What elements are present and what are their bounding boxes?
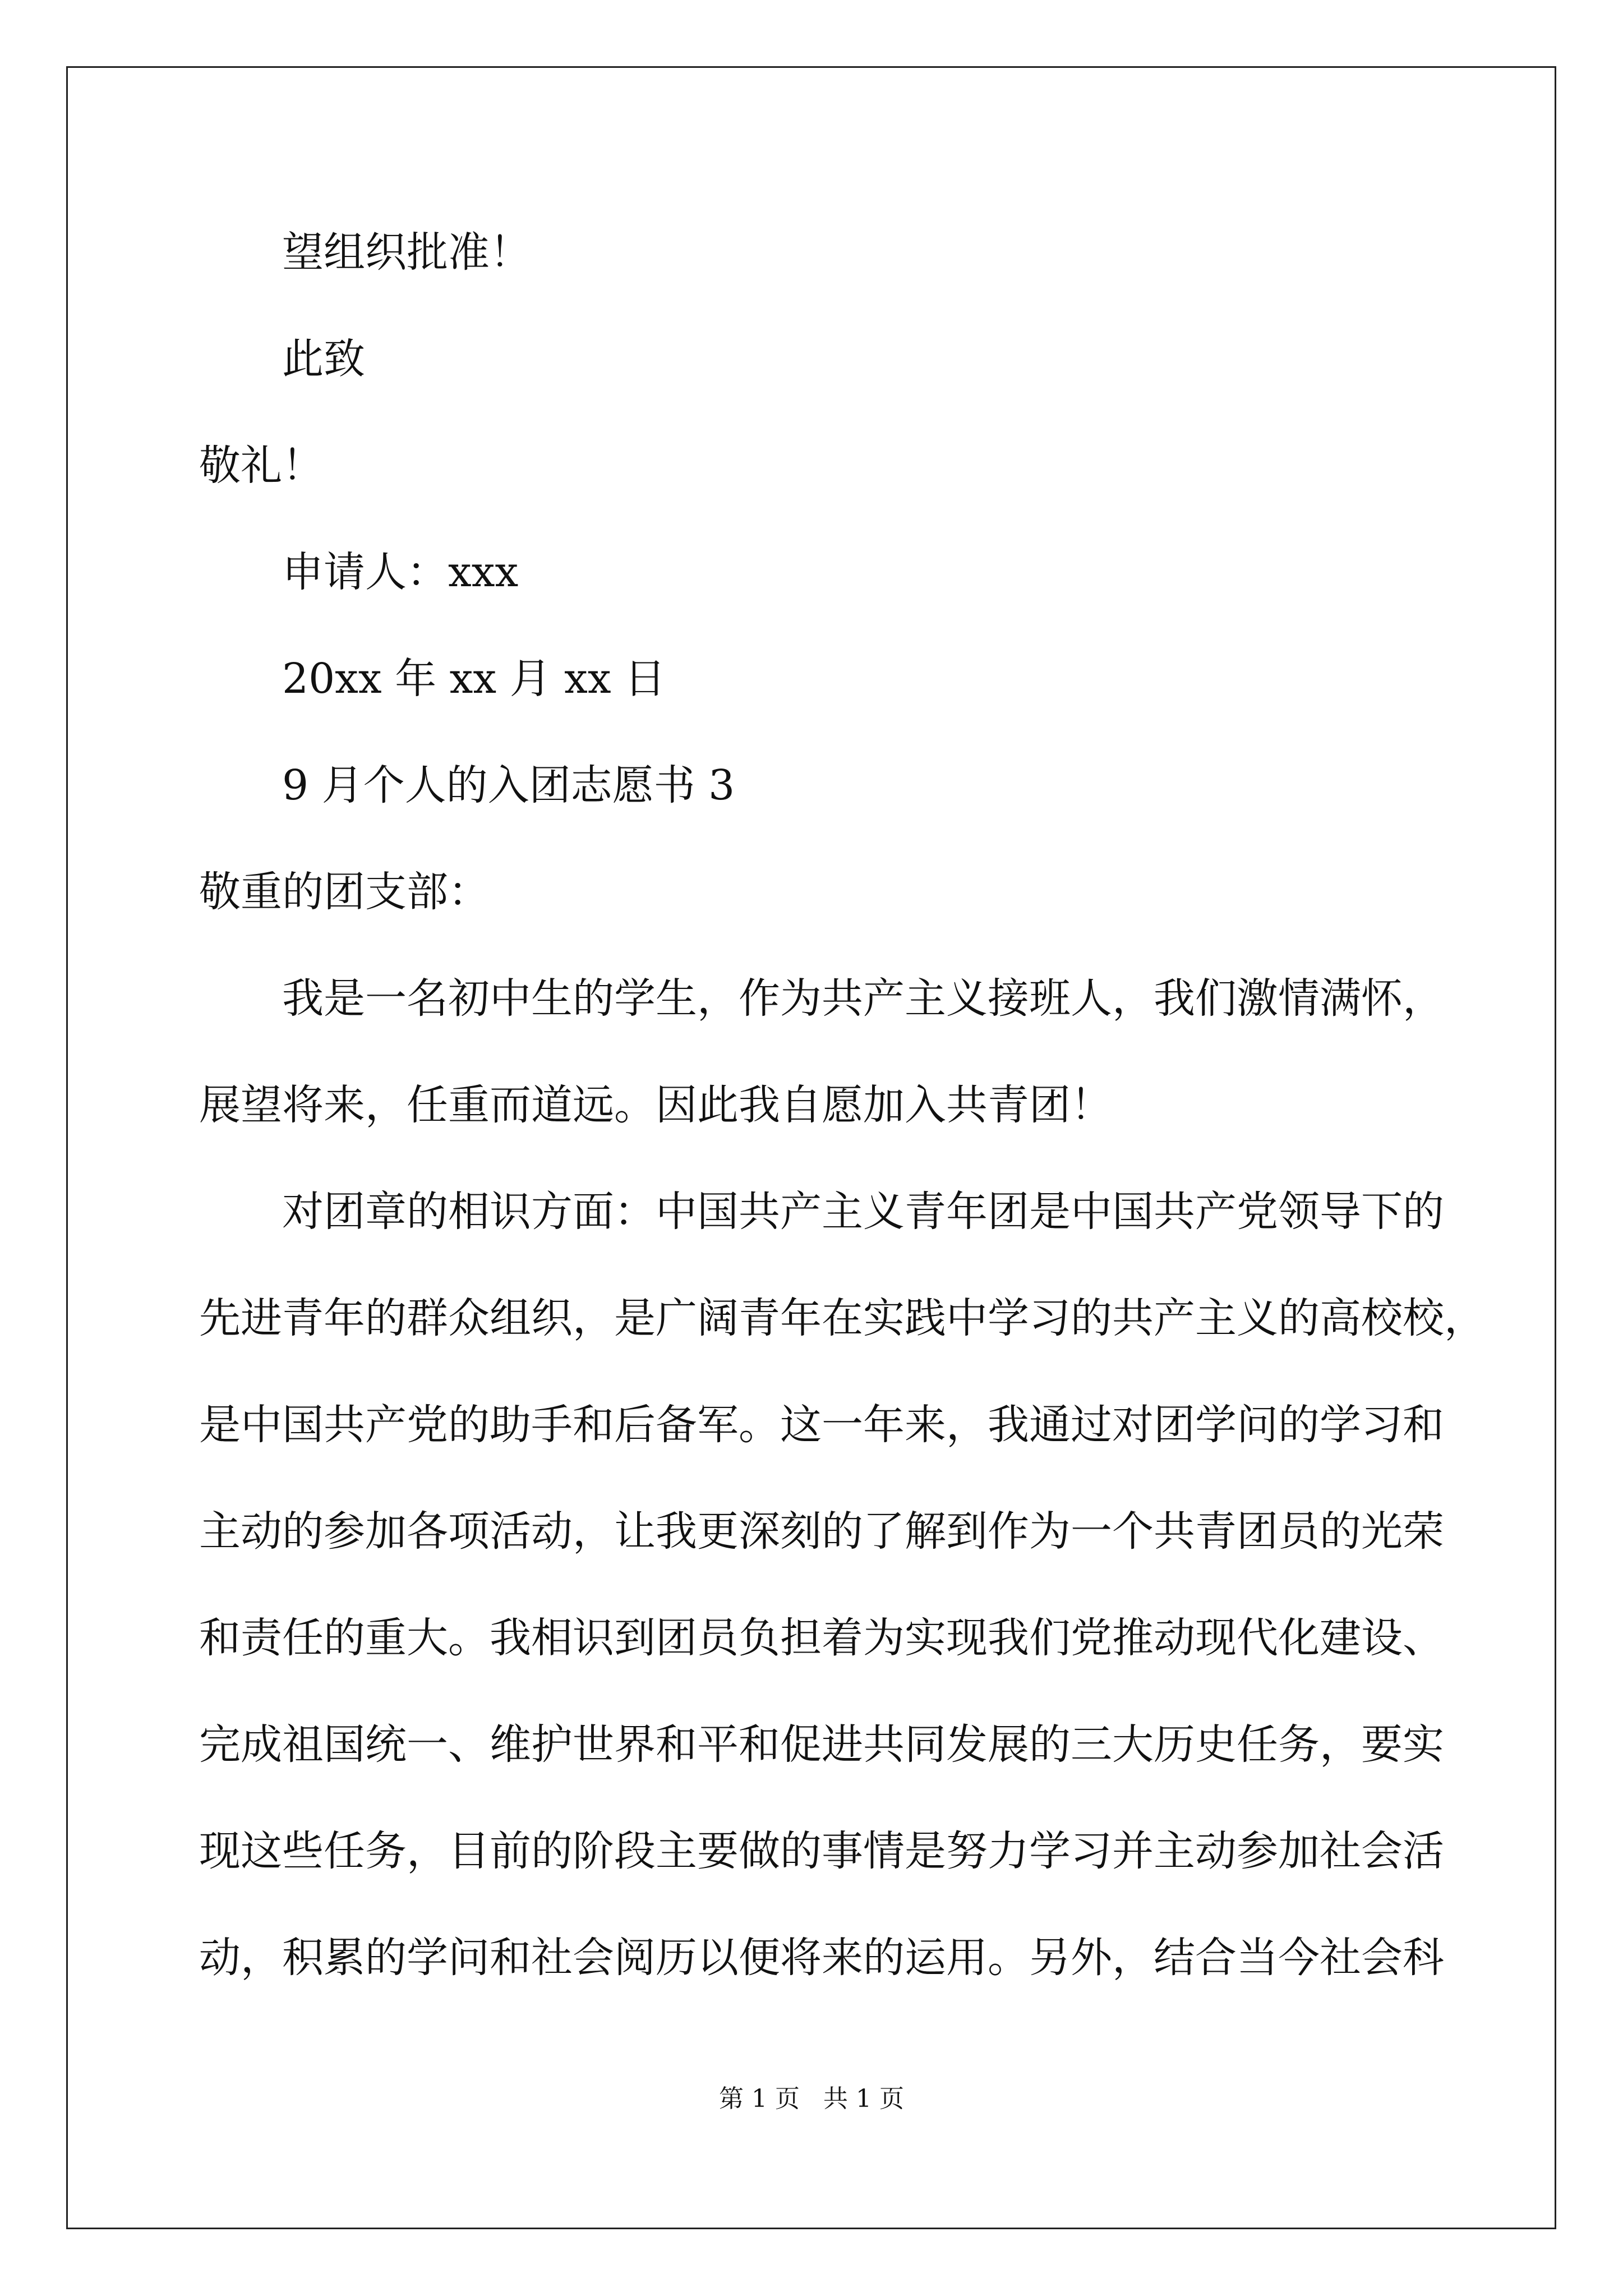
recipient-line: 敬重的团支部： [199,868,490,916]
paragraph-line: 主动的参加各项活动，让我更深刻的了解到作为一个共青团员的光荣 [199,1507,1444,1556]
paragraph-line: 是中国共产党的助手和后备军。这一年来，我通过对团学问的学习和 [199,1401,1444,1449]
date-line: 20xx 年 xx 月 xx 日 [282,655,666,703]
paragraph-line: 我是一名初中生的学生，作为共产主义接班人，我们激情满怀， [282,974,1444,1023]
closing-request-line: 望组织批准！ [282,228,531,277]
paragraph-line: 展望将来，任重而道远。因此我自愿加入共青团！ [199,1081,1112,1129]
section-title: 9 月个人的入团志愿书 3 [282,761,735,809]
regards-line: 敬礼！ [199,441,324,490]
applicant-line: 申请人：xxx [282,548,519,596]
paragraph-line: 动，积累的学问和社会阅历以便将来的运用。另外，结合当今社会科 [199,1934,1444,1982]
paragraph-line: 现这些任务，目前的阶段主要做的事情是努力学习并主动参加社会活 [199,1827,1444,1875]
page-border [66,66,1556,2229]
page-footer: 第 1 页 共 1 页 [719,2085,904,2113]
salutation-line: 此致 [282,335,365,383]
paragraph-line: 和责任的重大。我相识到团员负担着为实现我们党推动现代化建设、 [199,1614,1444,1662]
paragraph-line: 对团章的相识方面：中国共产主义青年团是中国共产党领导下的 [282,1188,1444,1236]
paragraph-line: 先进青年的群众组织，是广阔青年在实践中学习的共产主义的高校校， [199,1294,1486,1342]
paragraph-line: 完成祖国统一、维护世界和平和促进共同发展的三大历史任务，要实 [199,1720,1444,1769]
